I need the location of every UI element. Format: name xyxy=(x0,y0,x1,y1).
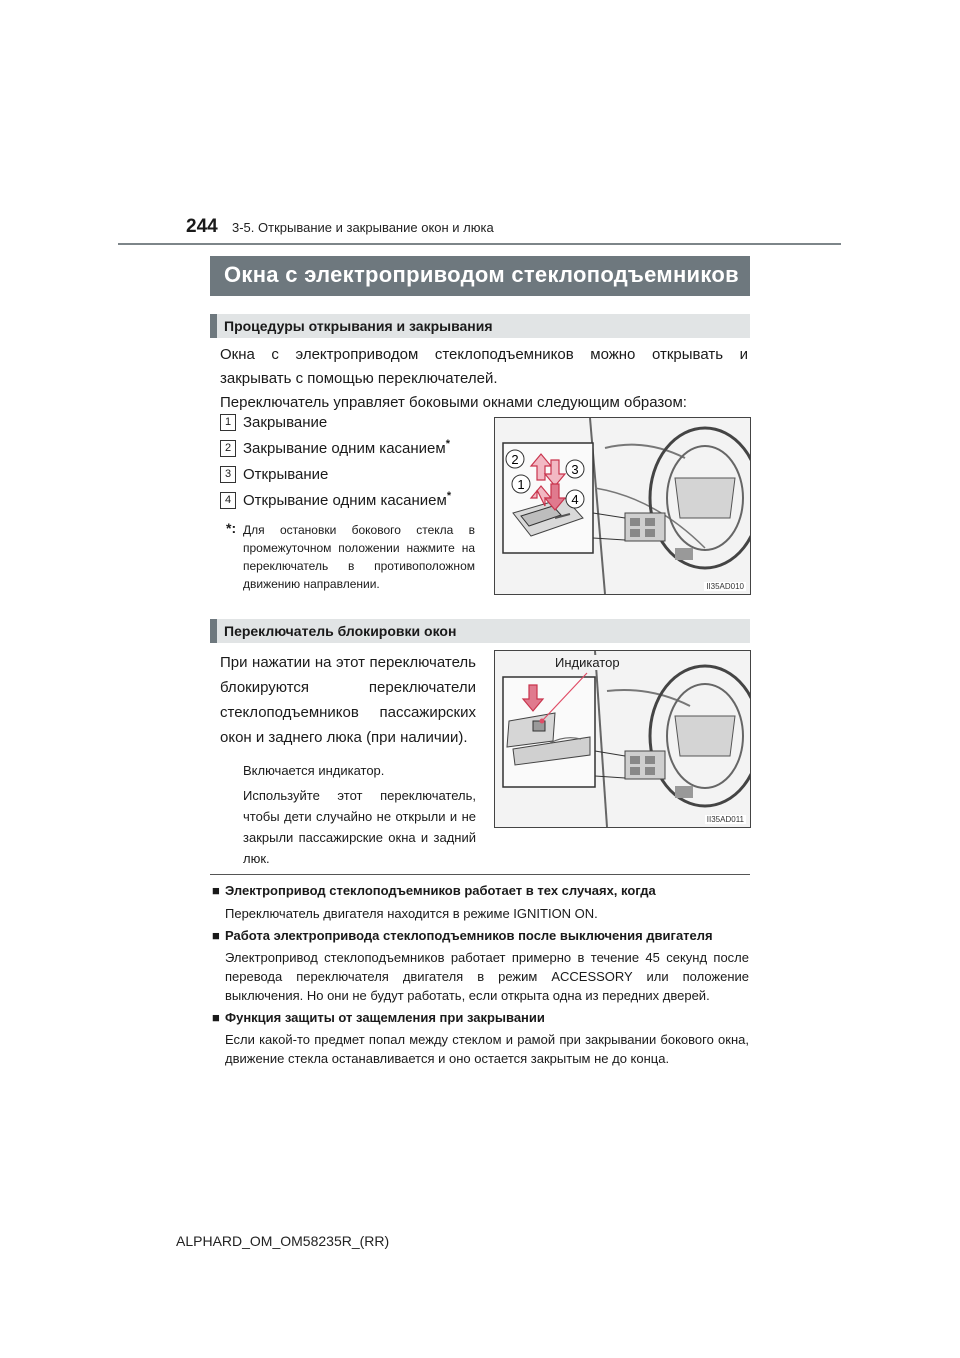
info-3-title: Функция защиты от защемления при закрывании xyxy=(225,1010,545,1025)
svg-text:3: 3 xyxy=(571,462,579,477)
info-1-body: Переключатель двигателя находится в режиме IGNITION ON. xyxy=(225,906,598,921)
lock-accent xyxy=(210,619,217,643)
bullet-1-icon: ■ xyxy=(212,883,220,898)
procedures-intro-2: Переключатель управляет боковыми окнами следующим образом: xyxy=(220,394,687,411)
document-footer: ALPHARD_OM_OM58235R_(RR) xyxy=(176,1233,390,1249)
window-switch-figure xyxy=(494,417,751,595)
info-3-body: Если какой-то предмет попал между стеклом и рамой при закрывании бокового окна, движение стекла останавливается и оно остается закрытым не до конца. xyxy=(225,1032,749,1066)
item-4-label: Открывание одним касанием* xyxy=(243,490,452,509)
procedures-heading: Процедуры открывания и закрывания xyxy=(224,318,493,334)
procedures-accent xyxy=(210,314,217,338)
info-1-title: Электропривод стеклоподъемников работает в тех случаях, когда xyxy=(225,883,656,898)
info-2-title: Работа электропривода стеклоподъемников после выключения двигателя xyxy=(225,928,713,943)
callout-3 xyxy=(566,460,584,478)
procedures-intro xyxy=(220,343,748,415)
window-switch-illustration xyxy=(495,418,750,594)
item-3-label: Открывание xyxy=(243,466,329,483)
figure-code-1: II35AD010 xyxy=(706,582,744,591)
indicator-label: Индикатор xyxy=(555,655,620,670)
lock-switch-illustration xyxy=(495,651,750,827)
figure-code-2: II35AD011 xyxy=(706,815,744,824)
section-divider xyxy=(210,874,750,875)
bullet-2-icon: ■ xyxy=(212,928,220,943)
lock-text: При нажатии на этот переключатель блокируются переключатели стеклоподъемников пассажирских окон и заднего люка (при наличии). xyxy=(220,654,476,746)
item-3-number: 3 xyxy=(220,466,236,483)
running-head: 3-5. Открывание и закрывание окон и люка xyxy=(232,220,494,235)
footnote-text: Для остановки бокового стекла в промежуточном положении нажмите на переключатель в противоположном движению направлении. xyxy=(243,523,475,591)
item-4-number: 4 xyxy=(220,492,236,509)
footnote-mark: *: xyxy=(226,520,237,536)
item-2-label: Закрывание одним касанием* xyxy=(243,438,450,457)
item-2-number: 2 xyxy=(220,440,236,457)
info-2-body: Электропривод стеклоподъемников работает примерно в течение 45 секунд после перевода переключателя двигателя в режим ACCESSORY или положение выключения. Но они не будут работать, если открыта одна из передних дверей. xyxy=(225,950,749,1003)
callout-2 xyxy=(506,450,524,468)
svg-text:2: 2 xyxy=(511,452,519,467)
bullet-3-icon: ■ xyxy=(212,1010,220,1025)
page-number: 244 xyxy=(186,216,218,237)
lock-switch-figure xyxy=(494,650,751,828)
lock-note-1: Включается индикатор. xyxy=(243,763,385,778)
lock-note-2: Используйте этот переключатель, чтобы дети случайно не открыли и не закрыли пассажирские окна и задний люк. xyxy=(243,788,476,866)
callout-4 xyxy=(566,490,584,508)
procedures-intro-1: Окна с электроприводом стеклоподъемников можно открывать и закрывать с помощью переключателей. xyxy=(220,346,748,387)
lock-heading: Переключатель блокировки окон xyxy=(224,623,457,639)
header-rule xyxy=(118,243,841,245)
item-1-number: 1 xyxy=(220,414,236,431)
svg-text:1: 1 xyxy=(517,477,525,492)
item-1-label: Закрывание xyxy=(243,414,328,431)
callout-1 xyxy=(512,475,530,493)
section-title: Окна с электроприводом стеклоподъемников xyxy=(224,262,739,287)
svg-text:4: 4 xyxy=(571,492,579,507)
